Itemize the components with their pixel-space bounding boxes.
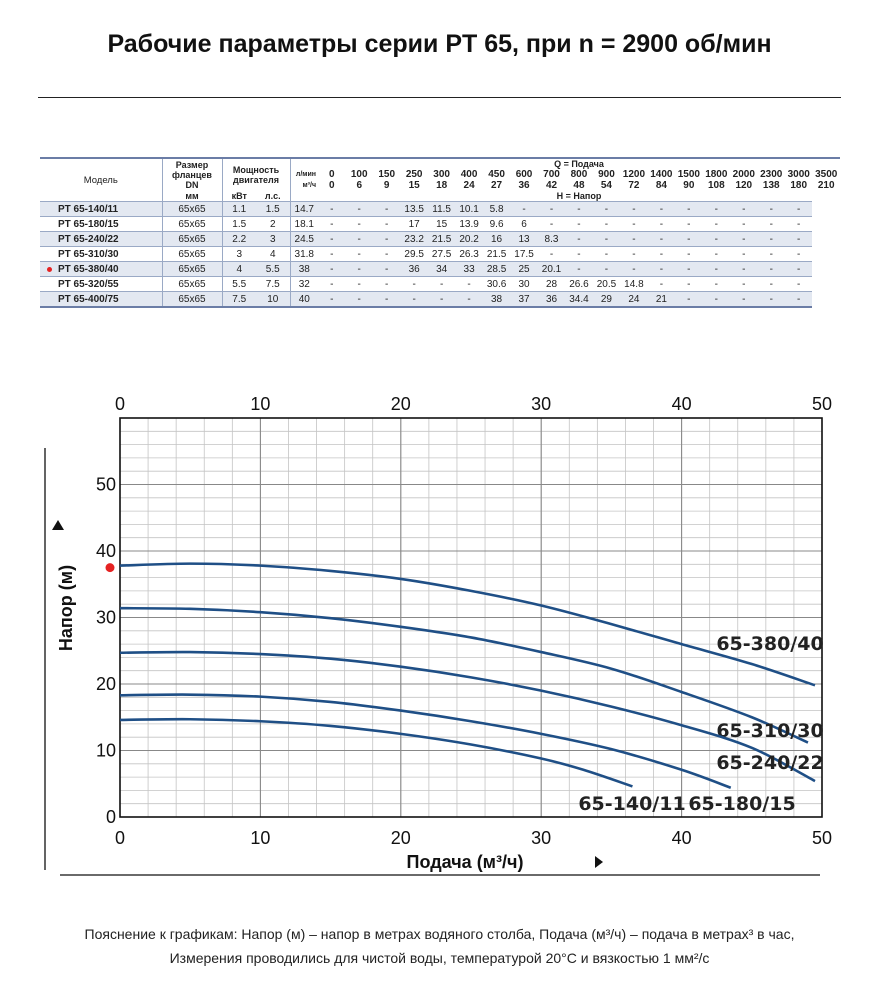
head-cell: - [345,247,372,262]
head-cell: 29 [593,292,620,308]
series-label: 65-180/15 [688,793,796,815]
head-cell: - [373,262,400,277]
head-cell: - [703,247,730,262]
flow-lmin-cell: 100 [350,169,368,180]
head-cell: - [675,232,702,247]
head-cell: - [785,247,812,262]
kw-cell: 1.5 [222,217,256,232]
power-header-text: двигателя [233,175,279,185]
flow-lmin-cell: 250 [405,169,423,180]
head-cell: - [538,247,565,262]
flow-m3h-cell: 84 [655,180,667,191]
footnote [0,922,879,970]
flow-m3h-cell: 210 [817,180,835,191]
head-cell: 26.6 [565,277,592,292]
flow-lmin-cell: 900 [598,169,615,180]
head-cell: - [730,232,757,247]
model-name: PT 65-240/22 [58,233,119,245]
selected-marker-icon [47,267,52,272]
head-cell: - [703,262,730,277]
head-cell: 29.5 [400,247,427,262]
x-tick-label-top: 20 [390,394,411,414]
head-cell: 21 [648,292,675,308]
head-cell: - [400,277,427,292]
head-cell: - [345,262,372,277]
hp-cell: 5.5 [256,262,290,277]
head-cell: - [428,292,455,308]
head-cell: 36 [400,262,427,277]
flow-lmin-cell: 2300 [760,169,783,180]
head-cell: 23.2 [400,232,427,247]
head-cell: - [345,292,372,308]
y-tick-label: 10 [95,740,116,761]
head-cell: - [373,292,400,308]
head-cell: - [373,202,400,217]
head-cell: - [345,277,372,292]
head-cell: - [373,247,400,262]
x-tick-label: 20 [390,828,411,848]
hp-cell: 4 [256,247,290,262]
head-cell: - [593,232,620,247]
head-cell: - [648,217,675,232]
head-cell: - [758,247,785,262]
head-cell: 20.5 [593,277,620,292]
head-cell: - [318,232,345,247]
head-cell: - [758,277,785,292]
x-tick-label: 0 [114,828,126,848]
table-row [40,262,840,277]
flow-m3h-cell: 15 [408,180,420,191]
series-line-65-380/40 [120,564,815,686]
flow-lmin-cell: 800 [570,169,588,180]
model-cell [40,247,162,262]
flow-lmin-cell: 2000 [732,169,755,180]
flow-lmin-cell: 3000 [787,169,810,180]
model-cell [40,202,162,217]
head-cell: 20.2 [455,232,482,247]
head-cell: 18.1 [290,217,318,232]
page-title: Рабочие параметры серии PT 65, при n = 2900 об/мин [107,30,772,58]
head-cell: - [730,292,757,308]
head-cell: - [675,292,702,308]
footnote-line-1: Пояснение к графикам: Напор (м) – напор в метрах водяного столба, Подача (м³/ч) – подача в метрах³ в час, [84,926,795,942]
model-name: PT 65-320/55 [58,278,119,290]
head-cell: 15 [428,217,455,232]
head-cell: 6 [510,217,537,232]
head-cell: - [648,202,675,217]
head-cell: 5.8 [483,202,510,217]
series-label: 65-240/22 [716,752,824,774]
table-row [40,292,840,308]
flow-lmin-cell: 150 [378,169,396,180]
flow-lmin-cell: 0 [328,169,335,180]
dn-cell: 65x65 [162,247,222,262]
head-cell: - [758,217,785,232]
head-cell: 14.8 [620,277,647,292]
head-cell: 13.5 [400,202,427,217]
head-cell: - [593,247,620,262]
head-cell: - [345,232,372,247]
head-cell: 30 [510,277,537,292]
dn-cell: 65x65 [162,262,222,277]
flow-m3h-cell: 0 [328,180,335,191]
dn-cell: 65x65 [162,277,222,292]
head-cell: - [730,277,757,292]
hp-cell: 3 [256,232,290,247]
head-cell: - [785,202,812,217]
kw-cell: 1.1 [222,202,256,217]
head-cell: - [510,202,537,217]
head-cell: - [675,202,702,217]
head-cell: 27.5 [428,247,455,262]
footnote-line-2: Измерения проводились для чистой воды, температурой 20°C и вязкостью 1 мм²/с [169,950,710,966]
head-cell: - [648,277,675,292]
head-label: H = Напор [556,191,602,201]
flange-header [162,158,222,191]
head-cell: 10.1 [455,202,482,217]
kw-cell: 5.5 [222,277,256,292]
power-header [222,158,290,191]
head-cell: - [730,247,757,262]
head-cell: 28.5 [483,262,510,277]
head-cell: - [675,262,702,277]
model-cell [40,232,162,247]
model-cell [40,262,162,277]
head-cell: - [318,247,345,262]
head-cell: 30.6 [483,277,510,292]
x-tick-label: 40 [671,828,692,848]
table-header-row [40,158,840,169]
head-cell: - [758,292,785,308]
head-cell: 17.5 [510,247,537,262]
head-cell: - [593,202,620,217]
model-name: PT 65-380/40 [58,263,119,275]
head-cell: - [703,217,730,232]
head-cell: - [428,277,455,292]
head-cell: - [565,247,592,262]
hp-unit: л.с. [264,191,281,201]
head-cell: - [758,232,785,247]
flow-m3h-cell: 27 [491,180,503,191]
flow-label: Q = Подача [318,158,840,169]
head-cell: 9.6 [483,217,510,232]
head-cell: - [675,277,702,292]
flow-lmin-cell: 400 [460,169,478,180]
dn-cell: 65x65 [162,217,222,232]
head-cell: - [373,277,400,292]
flange-header-text: Размер [175,160,209,170]
head-cell: - [675,217,702,232]
model-cell [40,217,162,232]
head-cell: - [758,262,785,277]
kw-cell: 4 [222,262,256,277]
lmin-label: л/мин [290,169,318,180]
flow-m3h-cell: 138 [762,180,780,191]
kw-cell: 3 [222,247,256,262]
head-cell: 37 [510,292,537,308]
head-cell: 40 [290,292,318,308]
model-name: PT 65-140/11 [58,203,119,215]
flow-lmin-cell: 1400 [650,169,673,180]
series-line-65-140/11 [120,719,632,786]
power-header-text: Мощность [232,165,280,175]
head-cell: - [318,217,345,232]
flow-lmin-cell: 700 [543,169,560,180]
head-cell: 34 [428,262,455,277]
head-cell: 31.8 [290,247,318,262]
head-cell: - [620,262,647,277]
head-cell: 33 [455,262,482,277]
head-cell: - [785,217,812,232]
head-cell: - [400,292,427,308]
head-cell: 14.7 [290,202,318,217]
table-row [40,247,840,262]
head-cell: - [620,232,647,247]
head-cell: 11.5 [428,202,455,217]
blank-cell [290,191,318,202]
head-cell: 8.3 [538,232,565,247]
head-cell: 20.1 [538,262,565,277]
head-cell: 32 [290,277,318,292]
table-row [40,217,840,232]
series-line-65-240/22 [120,652,815,781]
head-cell: - [318,202,345,217]
head-cell: - [675,247,702,262]
table-row [40,202,840,217]
table-row [40,232,840,247]
head-cell: 21.5 [483,247,510,262]
flow-m3h-cell: 9 [383,180,390,191]
head-cell: - [318,292,345,308]
model-cell [40,292,162,308]
head-cell: 13.9 [455,217,482,232]
title-divider [38,97,841,98]
x-tick-label-top: 40 [671,394,692,414]
head-cell: - [593,217,620,232]
head-cell: 17 [400,217,427,232]
head-cell: 36 [538,292,565,308]
head-cell: 16 [483,232,510,247]
flow-m3h-cell: 18 [436,180,448,191]
head-cell: - [703,292,730,308]
head-cell: - [565,232,592,247]
head-cell: - [538,202,565,217]
series-label: 65-380/40 [716,633,824,655]
x-axis-label: Подача (м³/ч) [406,852,524,872]
blank-cell [290,158,318,169]
flow-m3h-cell: 54 [600,180,612,191]
series-line-65-180/15 [120,695,731,788]
head-cell: - [565,202,592,217]
dn-cell: 65x65 [162,292,222,308]
head-cell: - [620,247,647,262]
head-cell: - [648,247,675,262]
kw-cell: 2.2 [222,232,256,247]
flow-m3h-cell: 90 [683,180,695,191]
head-cell: 38 [290,262,318,277]
pump-curve-chart [0,380,879,900]
hp-cell: 1.5 [256,202,290,217]
head-cell: - [373,232,400,247]
performance-table [40,157,840,308]
dn-cell: 65x65 [162,202,222,217]
model-name: PT 65-310/30 [58,248,119,260]
head-cell: - [538,217,565,232]
head-cell: - [565,217,592,232]
head-cell: - [785,262,812,277]
head-cell: 24 [620,292,647,308]
model-header: Модель [40,158,162,202]
y-tick-label: 40 [95,541,116,561]
flow-lmin-cell: 600 [515,169,533,180]
head-cell: - [593,262,620,277]
x-tick-label-top: 50 [811,394,833,414]
kw-cell: 7.5 [222,292,256,308]
flow-m3h-cell: 42 [545,180,558,191]
x-axis-arrow-icon [595,856,603,868]
hp-cell: 2 [256,217,290,232]
highlight-marker-point [106,563,115,572]
y-axis-arrow-icon [52,520,64,530]
flow-lmin-cell: 1800 [705,169,728,180]
y-tick-label: 50 [95,474,116,495]
x-tick-label-top: 10 [250,394,271,414]
head-cell: - [318,262,345,277]
head-cell: 26.3 [455,247,482,262]
m3h-label: м³/ч [290,180,318,191]
head-cell: - [703,202,730,217]
flow-lmin-cell: 3500 [815,169,838,180]
flow-m3h-cell: 48 [573,180,585,191]
y-axis-label: Напор (м) [56,564,76,652]
flow-lmin-cell: 1200 [622,169,646,180]
head-cell: 24.5 [290,232,318,247]
x-tick-label: 50 [811,828,833,848]
flow-lmin-cell: 300 [433,169,450,180]
head-cell: - [730,202,757,217]
series-label: 65-310/30 [716,720,824,742]
y-tick-label: 30 [95,607,116,628]
head-cell: - [620,202,647,217]
head-cell: 38 [483,292,510,308]
flange-header-text: фланцев [172,170,212,180]
head-cell: - [565,262,592,277]
dn-cell: 65x65 [162,232,222,247]
head-cell: - [730,217,757,232]
flow-m3h-cell: 36 [518,180,530,191]
flow-m3h-cell: 72 [628,180,640,191]
model-cell [40,277,162,292]
y-tick-label: 0 [105,807,116,827]
head-cell: - [703,277,730,292]
head-cell: - [785,292,812,308]
head-cell: 34.4 [565,292,592,308]
head-cell: 28 [538,277,565,292]
y-tick-label: 20 [95,674,116,694]
head-cell: - [620,217,647,232]
kw-unit: кВт [222,191,256,202]
head-cell: - [455,292,482,308]
head-cell: - [730,262,757,277]
head-cell: 21.5 [428,232,455,247]
x-tick-label: 30 [531,828,552,848]
head-cell: - [785,232,812,247]
flow-m3h-cell: 6 [356,180,362,191]
flow-lmin-cell: 1500 [677,169,700,180]
model-name: PT 65-180/15 [58,218,119,230]
head-cell: - [648,262,675,277]
model-name: PT 65-400/75 [58,293,119,305]
head-cell: 13 [510,232,537,247]
series-label: 65-140/11 [578,793,686,815]
head-cell: - [648,232,675,247]
hp-cell: 10 [256,292,290,308]
flow-m3h-cell: 24 [463,180,475,191]
head-cell: - [703,232,730,247]
flow-m3h-cell: 108 [707,180,725,191]
head-cell: - [373,217,400,232]
table-row [40,277,840,292]
x-tick-label: 10 [250,828,271,848]
x-tick-label-top: 0 [114,394,126,414]
x-tick-label-top: 30 [531,394,552,414]
head-cell: - [345,217,372,232]
flow-lmin-cell: 450 [488,169,505,180]
flange-unit: мм [162,191,222,202]
head-cell: - [785,277,812,292]
flange-header-text: DN [185,180,199,190]
head-cell: - [455,277,482,292]
hp-cell: 7.5 [256,277,290,292]
flow-m3h-cell: 120 [735,180,753,191]
head-cell: 25 [510,262,537,277]
head-cell: - [758,202,785,217]
head-cell: - [345,202,372,217]
head-cell: - [318,277,345,292]
flow-m3h-cell: 180 [790,180,808,191]
